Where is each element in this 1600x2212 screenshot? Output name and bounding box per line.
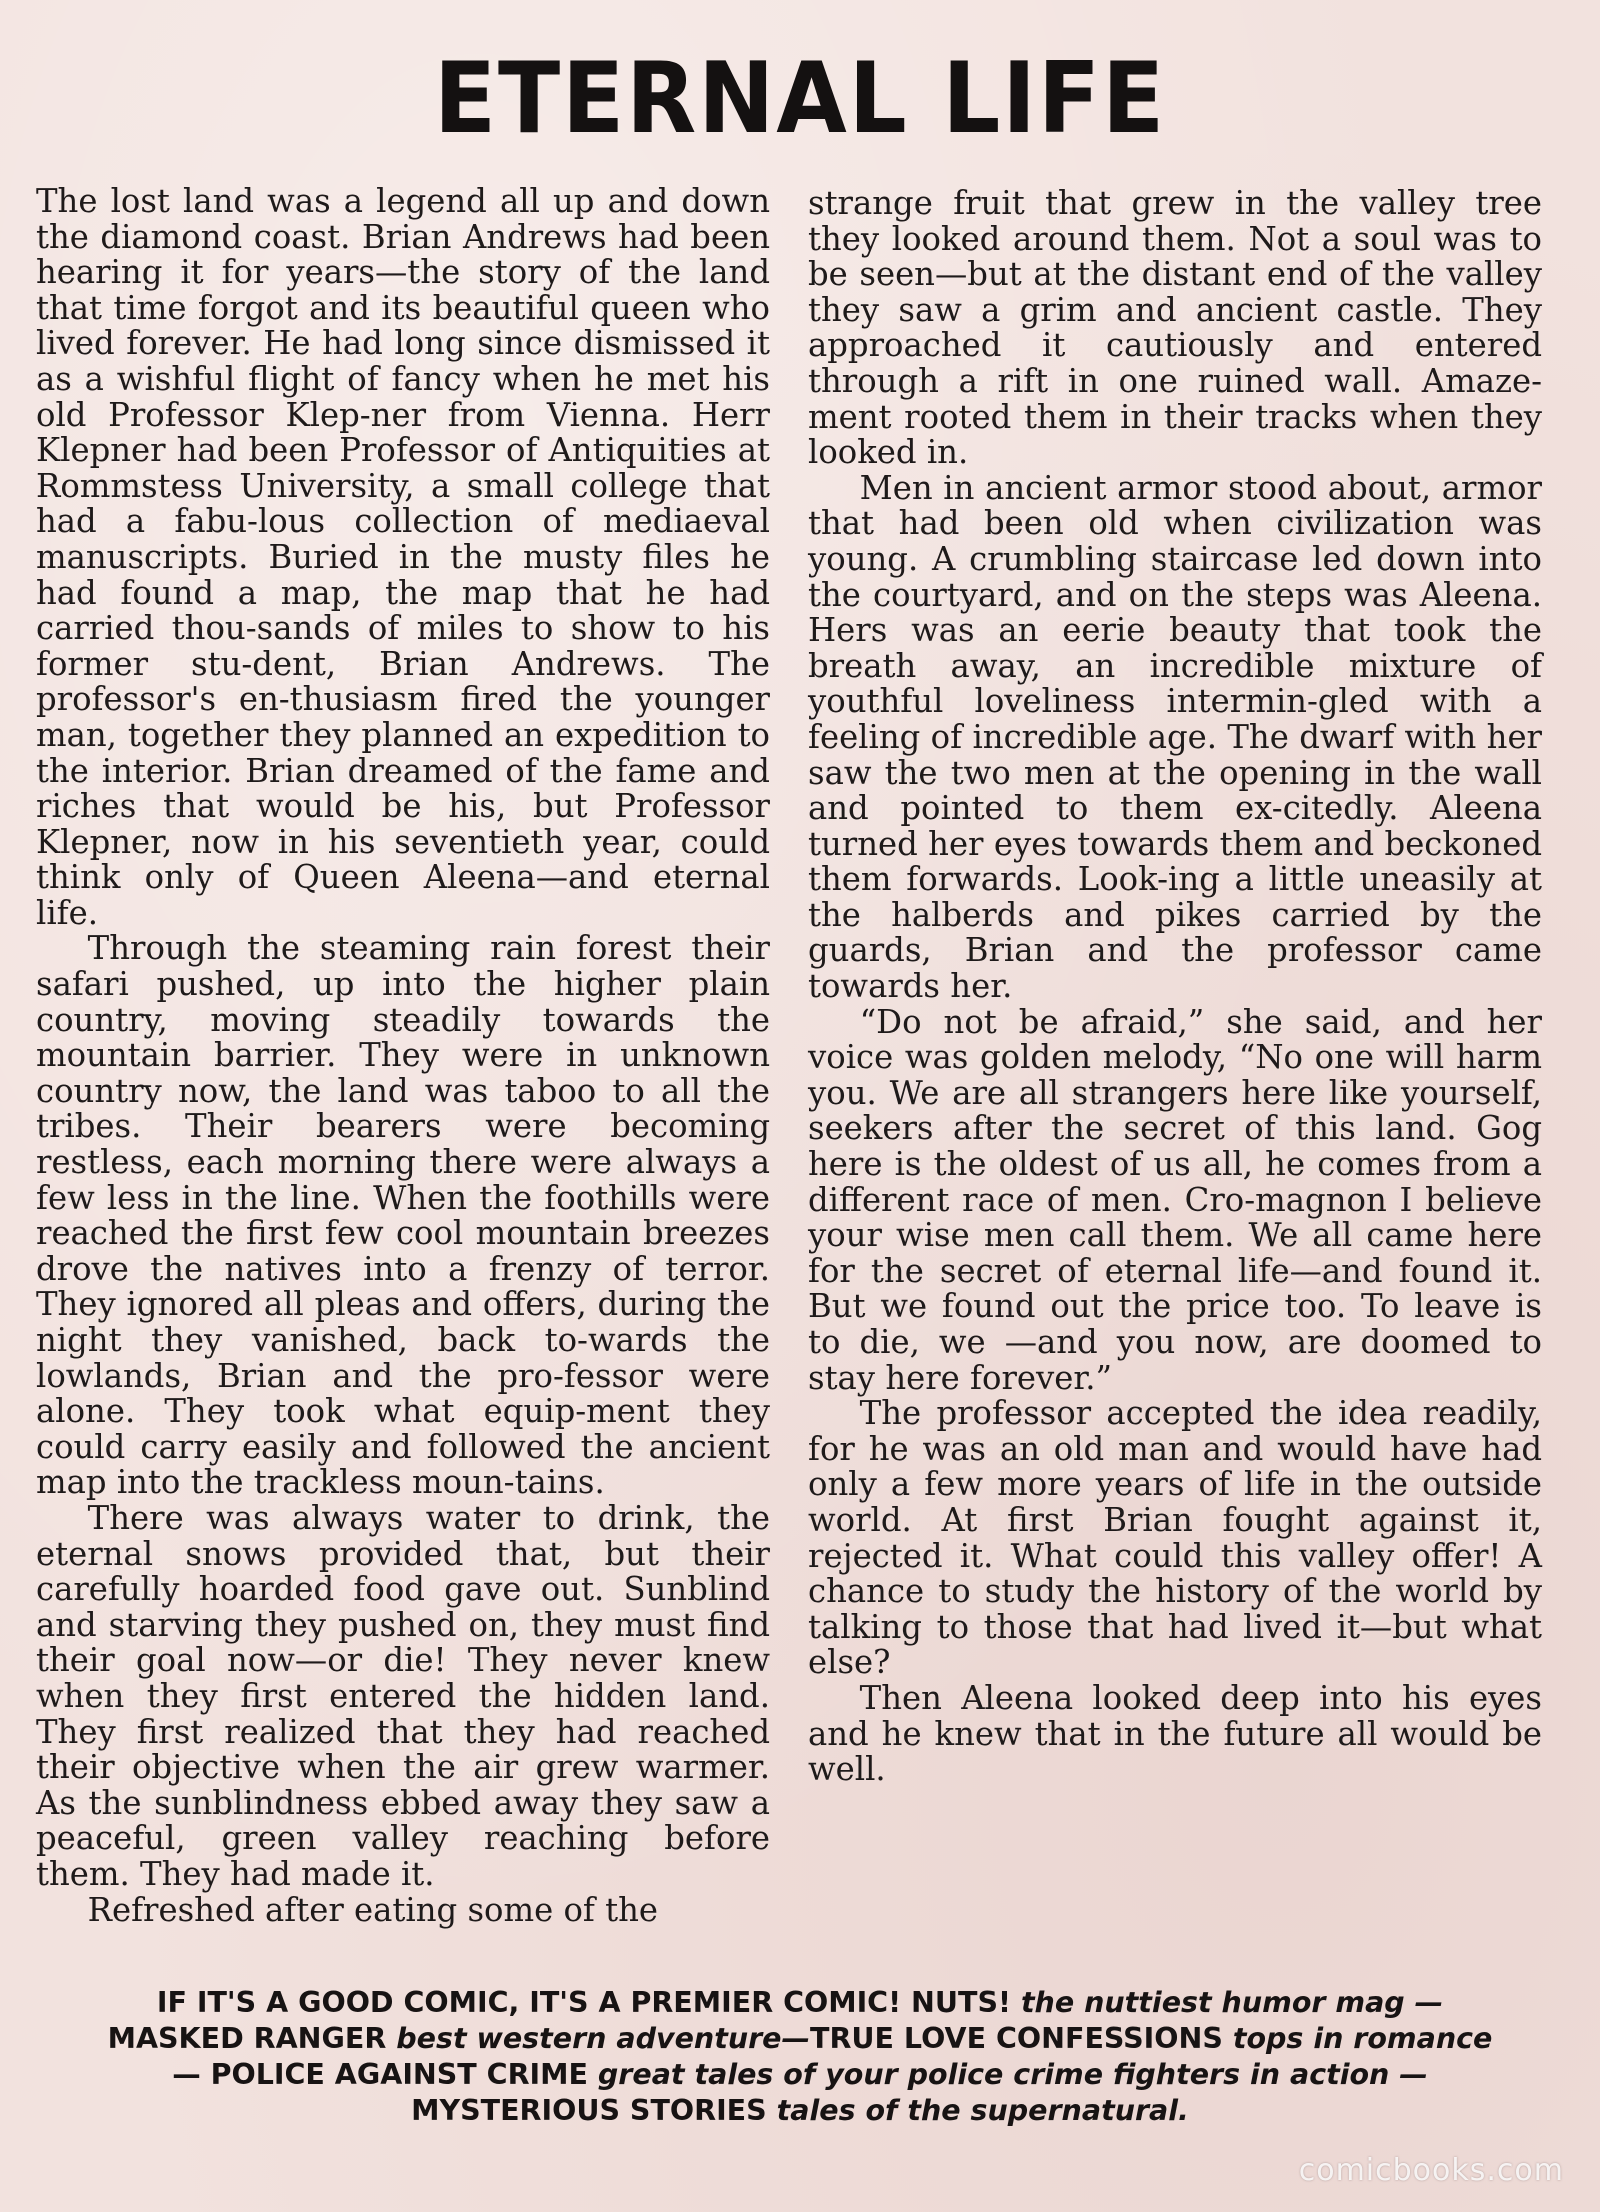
promo-title-police: — POLICE AGAINST CRIME: [172, 2058, 588, 2091]
left-column: [36, 184, 770, 1928]
paragraph: There was always water to drink, the eternal snows provided that, but their carefully hoarded food gave out. Sunblind and starving they pushed on, they must find their goal now—or die! They never knew when they first entered the hidden land. They first realized that they had reached their objective when the air grew warmer. As the sunblindness ebbed away they saw a peaceful, green valley reaching before them. They had made it.: [36, 1498, 770, 1893]
story-title: ETERNAL LIFE: [433, 42, 1167, 156]
promo-tagline: best western adventure—: [396, 2022, 810, 2055]
paragraph: Refreshed after eating some of the: [87, 1890, 659, 1929]
paragraph: “Do not be afraid,” she said, and her voice was golden melody, “No one will harm you. We are all strangers here like yourself, seekers after the secret of this land. Gog here is the oldest of us all, he comes from a different race of men. Cro-magnon I believe your wise men call them. We all came here for the secret of eternal life—and found it. But we found out the price too. To leave is to die, we —and you now, are doomed to stay here forever.”: [808, 1002, 1542, 1397]
promo-title-true-love: TRUE LOVE CONFESSIONS: [810, 2022, 1223, 2055]
right-column: [808, 186, 1542, 1788]
promo-title-masked-ranger: MASKED RANGER: [107, 2022, 387, 2055]
promo-tagline: great tales of your police crime fighters in action —: [597, 2058, 1428, 2091]
paragraph: Through the steaming rain forest their safari pushed, up into the higher plain country, moving steadily towards the mountain barrier. They were in unknown country now, the land was taboo to all the tribes. Their bearers were becoming restless, each morning there were always a few less in the line. When the foothills were reached the first few cool mountain breezes drove the natives into a frenzy of terror. They ignored all pleas and offers, during the night they vanished, back to-wards the lowlands, Brian and the pro-fessor were alone. They took what equip-ment they could carry easily and followed the ancient map into the trackless moun-tains.: [36, 929, 770, 1502]
site-watermark: comicbooks.com: [1298, 2153, 1564, 2188]
promo-tagline: tales of the supernatural.: [776, 2094, 1189, 2127]
promo-title-nuts: NUTS!: [911, 1986, 1011, 2019]
promo-slogan: IF IT'S A GOOD COMIC, IT'S A PREMIER COMIC!: [156, 1986, 902, 2019]
promo-tagline: the nuttiest humor mag —: [1020, 1986, 1444, 2019]
paragraph: strange fruit that grew in the valley tree they looked around them. Not a soul was to be seen—but at the distant end of the valley they saw a grim and ancient castle. They approached it cautiously and entered through a rift in one ruined wall. Amaze-ment rooted them in their tracks when they looked in.: [808, 184, 1542, 472]
publisher-promo: [40, 1985, 1560, 2129]
paragraph: The professor accepted the idea readily, for he was an old man and would have had only a few more years of life in the outside world. At first Brian fought against it, rejected it. What could this valley offer! A chance to study the history of the world by talking to those that had lived it—but what else?: [808, 1394, 1542, 1682]
promo-line: [40, 2021, 1560, 2057]
promo-line: [40, 2093, 1560, 2129]
promo-line: [40, 2057, 1560, 2093]
paragraph: Men in ancient armor stood about, armor that had been old when civilization was young. A crumbling staircase led down into the courtyard, and on the steps was Aleena. Hers was an eerie beauty that took the breath away, an incredible mixture of youthful loveliness intermin-gled with a feeling of incredible age. The dwarf with her saw the two men at the opening in the wall and pointed to them ex-citedly. Aleena turned her eyes towards them and beckoned them forwards. Look-ing a little uneasily at the halberds and pikes carried by the guards, Brian and the professor came towards her.: [808, 468, 1542, 1006]
paragraph: The lost land was a legend all up and down the diamond coast. Brian Andrews had been hearing it for years—the story of the land that time forgot and its beautiful queen who lived forever. He had long since dismissed it as a wishful flight of fancy when he met his old Professor Klep-ner from Vienna. Herr Klepner had been Professor of Antiquities at Rommstess University, a small college that had a fabu-lous collection of mediaeval manuscripts. Buried in the musty files he had found a map, the map that he had carried thou-sands of miles to show to his former stu-dent, Brian Andrews. The professor's en-thusiasm fired the younger man, together they planned an expedition to the interior. Brian dreamed of the fame and riches that would be his, but Professor Klepner, now in his seventieth year, could think only of Queen Aleena—and eternal life.: [36, 182, 770, 932]
promo-title-mysterious: MYSTERIOUS STORIES: [411, 2094, 767, 2127]
promo-line: [40, 1985, 1560, 2021]
promo-tagline: tops in romance: [1232, 2022, 1493, 2055]
paragraph: Then Aleena looked deep into his eyes and he knew that in the future all would be well.: [808, 1678, 1542, 1789]
